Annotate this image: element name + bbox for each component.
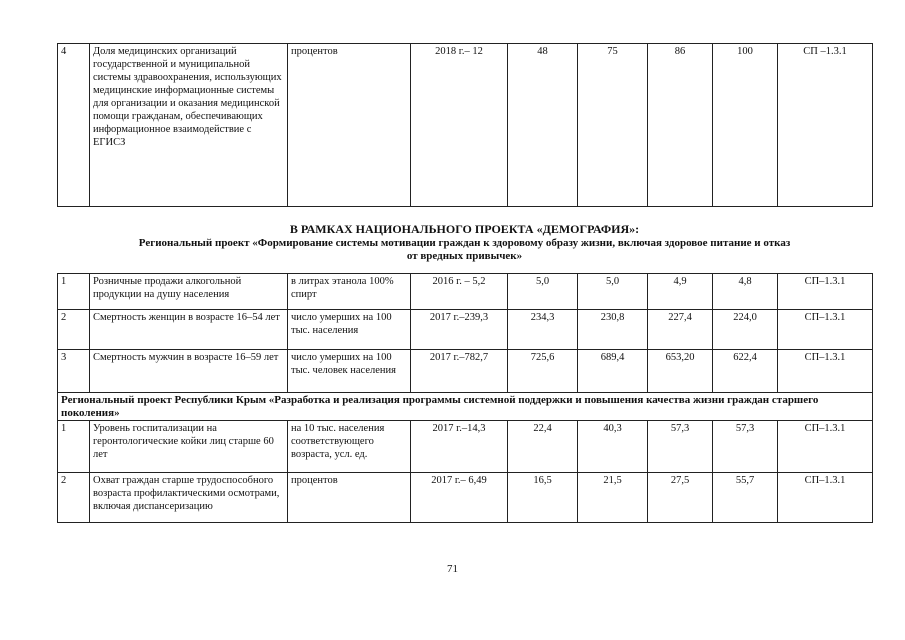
indicators-table	[57, 273, 873, 523]
section-row	[58, 393, 873, 421]
target-value-4: 622,4	[713, 350, 778, 393]
base-value: 2017 г.–782,7	[411, 350, 508, 393]
row-number: 2	[58, 310, 90, 350]
target-value-1: 725,6	[508, 350, 578, 393]
target-value-4: 100	[713, 44, 778, 207]
target-value-2: 230,8	[578, 310, 648, 350]
group-1-rows	[58, 274, 873, 393]
table-row	[58, 274, 873, 310]
target-value-4: 4,8	[713, 274, 778, 310]
national-project-title: В РАМКАХ НАЦИОНАЛЬНОГО ПРОЕКТА «ДЕМОГРАФИЯ»:	[289, 222, 640, 236]
target-value-3: 57,3	[648, 421, 713, 473]
indicator-name: Охват граждан старше трудоспособного возраста профилактическими осмотрами, включая диспансеризацию	[90, 473, 288, 523]
unit-of-measure: на 10 тыс. населения соответствующего возраста, усл. ед.	[288, 421, 411, 473]
subtitle-line-2: от вредных привычек»	[406, 250, 523, 262]
target-value-3: 653,20	[648, 350, 713, 393]
target-value-1: 5,0	[508, 274, 578, 310]
unit-of-measure: процентов	[288, 44, 411, 207]
page-number: 71	[447, 563, 458, 575]
table-row	[58, 310, 873, 350]
reference-code: СП–1.3.1	[778, 350, 873, 393]
indicators-table-continuation	[57, 43, 873, 207]
reference-code: СП–1.3.1	[778, 473, 873, 523]
target-value-1: 234,3	[508, 310, 578, 350]
target-value-4: 224,0	[713, 310, 778, 350]
target-value-3: 4,9	[648, 274, 713, 310]
base-value: 2016 г. – 5,2	[411, 274, 508, 310]
reference-code: СП –1.3.1	[778, 44, 873, 207]
target-value-2: 75	[578, 44, 648, 207]
indicator-name: Доля медицинских организаций государственной и муниципальной системы здравоохранения, использующих медицинские информационные системы для организации и оказания медицинской помощи гражданам, обеспечивающих информационное взаимодействие с ЕГИСЗ	[90, 44, 288, 207]
table-row	[58, 421, 873, 473]
section-header	[58, 393, 873, 421]
target-value-3: 86	[648, 44, 713, 207]
target-value-2: 689,4	[578, 350, 648, 393]
target-value-2: 21,5	[578, 473, 648, 523]
target-value-3: 227,4	[648, 310, 713, 350]
table-row	[58, 473, 873, 523]
row-number: 3	[58, 350, 90, 393]
row-number: 2	[58, 473, 90, 523]
row-number: 1	[58, 421, 90, 473]
target-value-1: 22,4	[508, 421, 578, 473]
target-value-2: 5,0	[578, 274, 648, 310]
target-value-4: 57,3	[713, 421, 778, 473]
regional-project-subtitle	[57, 237, 872, 263]
unit-of-measure: число умерших на 100 тыс. человек населения	[288, 350, 411, 393]
base-value: 2017 г.– 6,49	[411, 473, 508, 523]
regional-project-section-title: Региональный проект Республики Крым «Разработка и реализация программы системной поддержки и повышения качества жизни граждан старшего поколения»	[58, 393, 873, 421]
unit-of-measure: процентов	[288, 473, 411, 523]
table-row	[58, 350, 873, 393]
group-2-rows	[58, 421, 873, 523]
subtitle-line-1: Региональный проект «Формирование системы мотивации граждан к здоровому образу жизни, включая здоровое питание и отказ	[138, 237, 791, 249]
reference-code: СП–1.3.1	[778, 310, 873, 350]
target-value-3: 27,5	[648, 473, 713, 523]
base-value: 2017 г.–14,3	[411, 421, 508, 473]
row-number: 1	[58, 274, 90, 310]
unit-of-measure: число умерших на 100 тыс. населения	[288, 310, 411, 350]
indicator-name: Розничные продажи алкогольной продукции на душу населения	[90, 274, 288, 310]
indicator-name: Уровень госпитализации на геронтологические койки лиц старше 60 лет	[90, 421, 288, 473]
row-number: 4	[58, 44, 90, 207]
indicator-name: Смертность женщин в возрасте 16–54 лет	[90, 310, 288, 350]
reference-code: СП–1.3.1	[778, 274, 873, 310]
unit-of-measure: в литрах этанола 100% спирт	[288, 274, 411, 310]
base-value: 2017 г.–239,3	[411, 310, 508, 350]
base-value: 2018 г.– 12	[411, 44, 508, 207]
reference-code: СП–1.3.1	[778, 421, 873, 473]
target-value-1: 48	[508, 44, 578, 207]
target-value-4: 55,7	[713, 473, 778, 523]
indicator-name: Смертность мужчин в возрасте 16–59 лет	[90, 350, 288, 393]
table-row	[58, 44, 873, 207]
target-value-1: 16,5	[508, 473, 578, 523]
target-value-2: 40,3	[578, 421, 648, 473]
